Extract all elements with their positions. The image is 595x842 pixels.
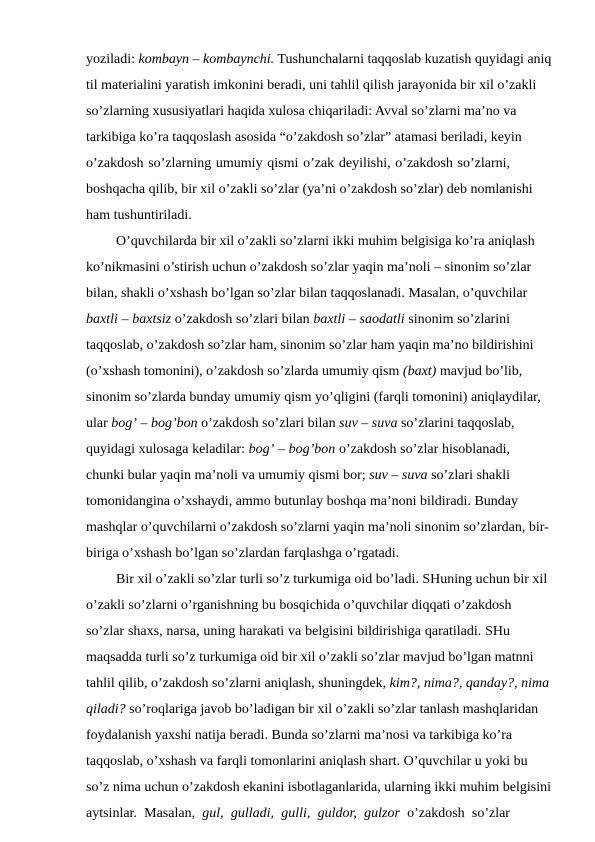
italic-term: baxtli – saodatli xyxy=(313,312,405,327)
text-line xyxy=(86,701,539,719)
text-run: – xyxy=(117,312,133,327)
text-line xyxy=(86,77,537,95)
text-run: ular xyxy=(86,416,112,431)
text-line xyxy=(86,675,550,693)
text-run: o’zakdosh so’zlarning umumiy qismi o’zak deyilishi, o’zakdosh so’zlarni, xyxy=(86,156,510,171)
text-run: Tushunchalarni taqqoslab kuzatish quyidagi aniq xyxy=(274,52,552,67)
text-line xyxy=(86,207,510,225)
text-run: sinonim so’zlarini xyxy=(404,312,510,327)
text-run: chunki bular yaqin ma’noli va umumiy qismi bor; xyxy=(86,468,370,483)
italic-term: bog’bon xyxy=(150,416,198,431)
text-run: foydalanish yaxshi natija beradi. Bunda so’zlarni ma’nosi va tarkibiga ko’ra xyxy=(86,728,513,743)
text-line xyxy=(86,181,533,199)
italic-term: baxtli xyxy=(86,312,118,327)
italic-term: kim?, nima?, qanday?, nima xyxy=(389,676,550,691)
italic-term: qiladi? xyxy=(86,702,126,717)
text-line xyxy=(86,259,532,277)
text-line xyxy=(86,727,513,745)
text-run: so’zlari shakli xyxy=(427,468,511,483)
text-line xyxy=(86,597,510,615)
text-line xyxy=(86,467,510,485)
text-line xyxy=(116,571,548,589)
text-run: – xyxy=(387,468,402,483)
italic-term: baxtsiz xyxy=(132,312,172,327)
text-run: sinonim so’zlarda bunday umumiy qism yo’qligini (farqli tomonini) aniqlaydilar, xyxy=(86,390,541,405)
text-run: ko’nikmasini o’stirish uchun o’zakdosh so’zlar yaqin ma’noli – sinonim so’zlar xyxy=(86,260,532,275)
text-line xyxy=(86,545,510,563)
text-line xyxy=(86,103,517,121)
italic-term: bog’ xyxy=(111,416,137,431)
text-run: ham tushuntiriladi. xyxy=(86,208,192,223)
text-run: o’zakdosh so’zlari bilan xyxy=(171,312,314,327)
text-run: biriga o’xshash bo’lgan so’zlardan farqlashga o’rgatadi. xyxy=(86,546,400,561)
text-line xyxy=(86,493,518,511)
text-line xyxy=(86,51,552,69)
text-run: tarkibiga ko’ra taqqoslash asosida “o’zakdosh so’zlar” atamasi beriladi, keyin xyxy=(86,130,522,145)
italic-term: bog’bon xyxy=(288,442,336,457)
text-run: maqsadda turli so’z turkumiga oid bir xil o’zakli so’zlar mavjud bo’lgan matnni xyxy=(86,650,534,665)
text-run: – xyxy=(357,416,372,431)
text-run: so’roqlariga javob bo’ladigan bir xil o’zakli so’zlar tanlash mashqlaridan xyxy=(125,702,539,717)
text-run: yoziladi: xyxy=(86,52,139,67)
italic-term: bog’ xyxy=(248,442,275,457)
text-run: Bir xil o’zakli so’zlar turli so’z turkumiga oid bo’ladi. SHuning uchun bir xil xyxy=(116,572,548,587)
text-line xyxy=(86,415,515,433)
text-line xyxy=(86,363,523,381)
text-run: tomonidangina o’xshaydi, ammo butunlay boshqa ma’noni bildiradi. Bunday xyxy=(86,494,518,509)
italic-term: suva xyxy=(401,468,428,483)
text-line xyxy=(86,623,510,641)
italic-term: gul, gulladi, gulli, guldor, gulzor xyxy=(202,806,400,821)
text-line xyxy=(86,519,549,537)
text-line xyxy=(86,753,528,771)
text-run: o’zakdosh so’zlar hisoblanadi, xyxy=(335,442,510,457)
text-run: aytsinlar. Masalan, xyxy=(86,806,203,821)
text-line xyxy=(116,233,535,251)
text-line xyxy=(86,311,510,329)
text-line xyxy=(86,389,541,407)
text-run: – xyxy=(136,416,151,431)
text-run: o’zakdosh so’zlari bilan xyxy=(197,416,340,431)
text-line xyxy=(86,337,534,355)
text-run: so’zlarning xususiyatlari haqida xulosa chiqariladi: Avval so’zlarni ma’no va xyxy=(86,104,517,119)
text-run: so’zlarini taqqoslab, xyxy=(397,416,515,431)
text-run: mavjud bo’lib, xyxy=(436,364,523,379)
text-run: – xyxy=(274,442,289,457)
text-run: so’zlar shaxs, narsa, uning harakati va belgisini bildirishiga qaratiladi. SHu xyxy=(86,624,510,639)
text-run: tahlil qilib, o’zakdosh so’zlarni aniqlash, shuningdek, xyxy=(86,676,390,691)
text-line xyxy=(86,155,510,173)
text-run: quyidagi xulosaga keladilar: xyxy=(86,442,249,457)
text-run: taqqoslab, o’xshash va farqli tomonlarini aniqlash shart. O’quvchilar u yoki bu xyxy=(86,754,528,769)
text-line xyxy=(86,441,510,459)
text-line xyxy=(86,779,552,797)
text-run: O’quvchilarda bir xil o’zakli so’zlarni ikki muhim belgisiga ko’ra aniqlash xyxy=(116,234,535,249)
text-run: boshqacha qilib, bir xil o’zakli so’zlar (ya’ni o’zakdosh so’zlar) deb nomlanishi xyxy=(86,182,533,197)
italic-term: suv xyxy=(339,416,358,431)
italic-term: kombayn – kombaynchi. xyxy=(138,52,275,67)
italic-term: suva xyxy=(371,416,398,431)
text-run: til materialini yaratish imkonini beradi, uni tahlil qilish jarayonida bir xil o’zakli xyxy=(86,78,537,93)
text-run: o’zakdosh so’zlar xyxy=(399,806,510,821)
italic-term: (baxt) xyxy=(402,364,437,379)
text-line xyxy=(86,805,510,823)
text-run: (o’xshash tomonini), o’zakdosh so’zlarda umumiy qism xyxy=(86,364,403,379)
text-run: mashqlar o’quvchilarni o’zakdosh so’zlarni yaqin ma’noli sinonim so’zlardan, bir- xyxy=(86,520,549,535)
text-run: taqqoslab, o’zakdosh so’zlar ham, sinonim so’zlar ham yaqin ma’no bildirishini xyxy=(86,338,534,353)
text-run: bilan, shakli o’xshash bo’lgan so’zlar bilan taqqoslanadi. Masalan, o’quvchilar xyxy=(86,286,528,301)
text-run: o’zakli so’zlarni o’rganishning bu bosqichida o’quvchilar diqqati o’zakdosh xyxy=(86,598,512,613)
text-line xyxy=(86,285,528,303)
text-line xyxy=(86,129,522,147)
text-line xyxy=(86,649,534,667)
text-run: so’z nima uchun o’zakdosh ekanini isbotlaganlarida, ularning ikki muhim belgisini xyxy=(86,780,552,795)
italic-term: suv xyxy=(369,468,388,483)
